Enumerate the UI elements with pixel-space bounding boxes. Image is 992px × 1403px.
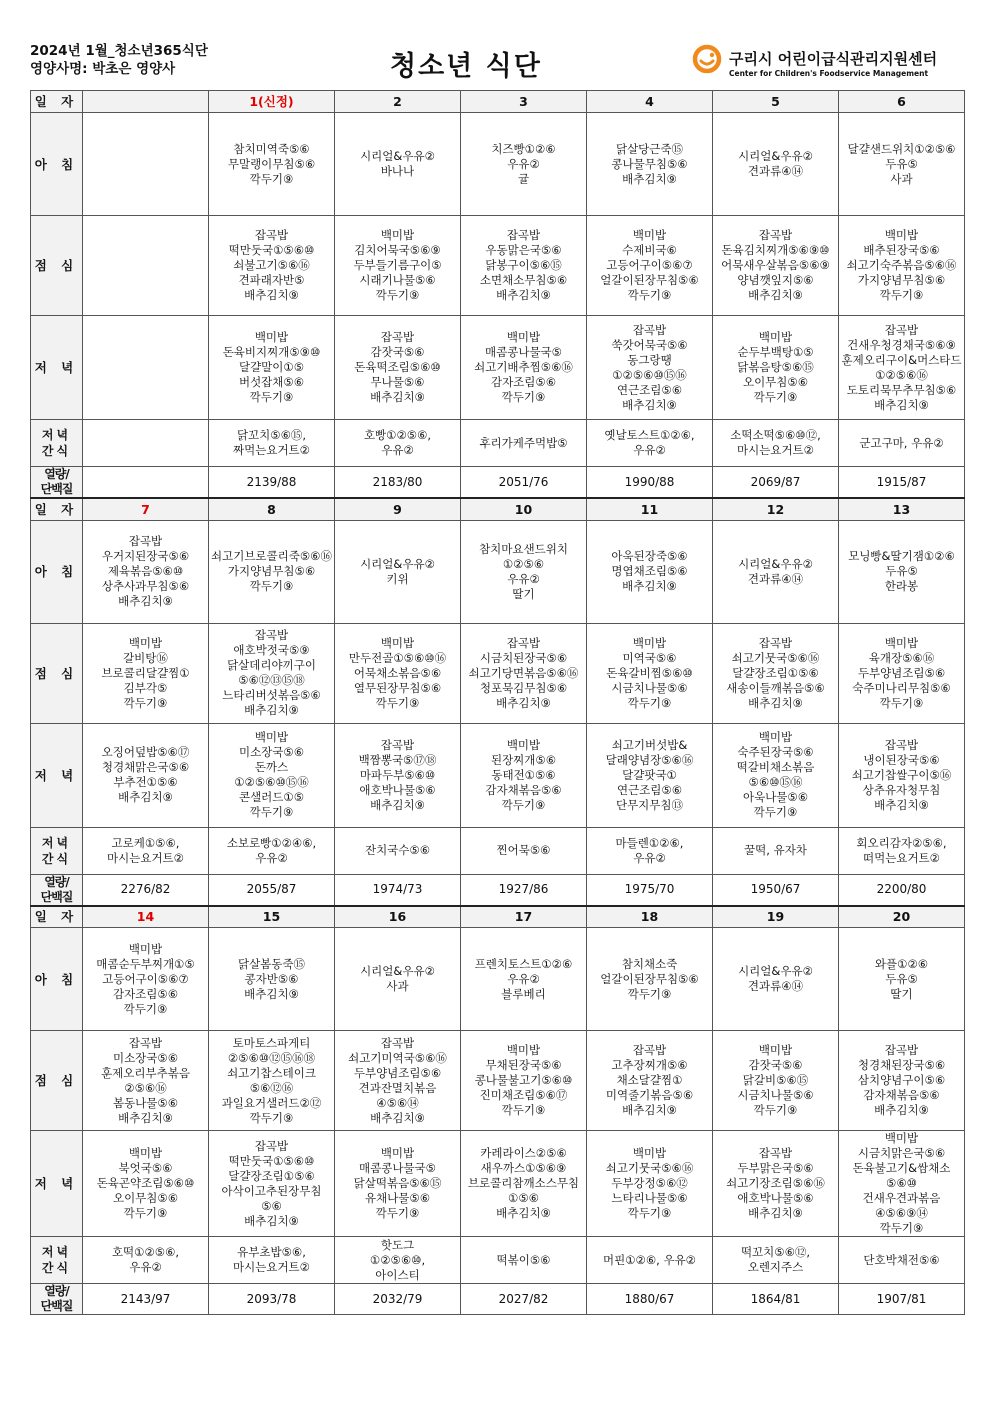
lunch-row bbox=[31, 1031, 965, 1131]
kcal-label: 열량/단백질 bbox=[31, 874, 83, 906]
snack-cell: 고로케①⑤⑥, 마시는요거트② bbox=[83, 827, 209, 874]
breakfast-cell: 모닝빵&딸기잼①②⑥ 두유⑤ 한라봉 bbox=[839, 520, 965, 623]
date-row bbox=[31, 91, 965, 113]
snack-cell: 군고구마, 우유② bbox=[839, 420, 965, 467]
dinner-label: 저 녁 bbox=[31, 723, 83, 827]
breakfast-cell: 닭살봄동죽⑮ 콩자반⑤⑥ 배추김치⑨ bbox=[209, 928, 335, 1031]
dinner-row bbox=[31, 723, 965, 827]
dinner-cell: 카레라이스②⑤⑥ 새우까스①⑤⑥⑨ 브로콜리참깨소스무침 ①⑤⑥ 배추김치⑨ bbox=[461, 1131, 587, 1237]
kcal-cell: 2032/79 bbox=[335, 1284, 461, 1315]
breakfast-cell: 잡곡밥 우거지된장국⑤⑥ 제육볶음⑤⑥⑩ 상추사과무침⑤⑥ 배추김치⑨ bbox=[83, 520, 209, 623]
snack-cell: 회오리감자②⑤⑥, 떠먹는요거트② bbox=[839, 827, 965, 874]
dinner-cell: 백미밥 순두부백탕①⑤ 닭볶음탕⑤⑥⑮ 오이무침⑤⑥ 깍두기⑨ bbox=[713, 316, 839, 420]
date-cell: 16 bbox=[335, 906, 461, 928]
kcal-cell: 2055/87 bbox=[209, 874, 335, 906]
breakfast-cell: 참치마요샌드위치 ①②⑤⑥ 우유② 딸기 bbox=[461, 520, 587, 623]
date-cell: 15 bbox=[209, 906, 335, 928]
breakfast-cell: 참치미역죽⑤⑥ 무말랭이무침⑤⑥ 깍두기⑨ bbox=[209, 113, 335, 216]
breakfast-cell: 시리얼&우유② 키위 bbox=[335, 520, 461, 623]
kcal-row bbox=[31, 467, 965, 499]
dinner-label: 저 녁 bbox=[31, 1131, 83, 1237]
breakfast-cell: 시리얼&우유② 견과류④⑭ bbox=[713, 113, 839, 216]
kcal-cell: 1907/81 bbox=[839, 1284, 965, 1315]
breakfast-cell: 시리얼&우유② 견과류④⑭ bbox=[713, 520, 839, 623]
date-row bbox=[31, 906, 965, 928]
breakfast-cell: 프렌치토스트①②⑥ 우유② 블루베리 bbox=[461, 928, 587, 1031]
lunch-cell: 백미밥 갈비탕⑯ 브로콜리달걀찜① 김부각⑤ 깍두기⑨ bbox=[83, 623, 209, 723]
lunch-cell: 토마토스파게티 ②⑤⑥⑩⑫⑮⑯⑱ 쇠고기찹스테이크 ⑤⑥⑫⑯ 과일요거샐러드②⑫ 깍두기⑨ bbox=[209, 1031, 335, 1131]
date-label: 일 자 bbox=[31, 498, 83, 520]
lunch-cell: 백미밥 무채된장국⑤⑥ 콩나물불고기⑤⑥⑩ 진미채조림⑤⑥⑰ 깍두기⑨ bbox=[461, 1031, 587, 1131]
snack-cell: 호떡①②⑤⑥, 우유② bbox=[83, 1237, 209, 1284]
lunch-cell: 백미밥 육개장⑤⑥⑯ 두부양념조림⑤⑥ 숙주미나리무침⑤⑥ 깍두기⑨ bbox=[839, 623, 965, 723]
org-logo bbox=[692, 44, 965, 84]
breakfast-cell: 아욱된장죽⑤⑥ 명엽채조림⑤⑥ 배추김치⑨ bbox=[587, 520, 713, 623]
lunch-cell: 잡곡밥 쇠고기뭇국⑤⑥⑯ 달걀장조림①⑤⑥ 새송이들깨볶음⑤⑥ 배추김치⑨ bbox=[713, 623, 839, 723]
lunch-label: 점 심 bbox=[31, 216, 83, 316]
lunch-cell: 백미밥 김치어묵국⑤⑥⑨ 두부들기름구이⑤ 시래기나물⑤⑥ 깍두기⑨ bbox=[335, 216, 461, 316]
kcal-cell: 2143/97 bbox=[83, 1284, 209, 1315]
date-cell: 13 bbox=[839, 498, 965, 520]
dinner-cell: 백미밥 미소장국⑤⑥ 돈까스 ①②⑤⑥⑩⑮⑯ 콘샐러드①⑤ 깍두기⑨ bbox=[209, 723, 335, 827]
date-cell: 14 bbox=[83, 906, 209, 928]
date-cell: 4 bbox=[587, 91, 713, 113]
kcal-cell: 1974/73 bbox=[335, 874, 461, 906]
dinner-cell: 잡곡밥 백짬뽕국⑤⑰⑱ 마파두부⑤⑥⑩ 애호박나물⑤⑥ 배추김치⑨ bbox=[335, 723, 461, 827]
snack-cell: 떡꼬치⑤⑥⑫, 오렌지주스 bbox=[713, 1237, 839, 1284]
snack-cell: 닭꼬치⑤⑥⑮, 짜먹는요거트② bbox=[209, 420, 335, 467]
lunch-cell: 백미밥 만두전골①⑤⑥⑩⑯ 어묵채소볶음⑤⑥ 열무된장무침⑤⑥ 깍두기⑨ bbox=[335, 623, 461, 723]
snack-cell: 옛날토스트①②⑥, 우유② bbox=[587, 420, 713, 467]
lunch-row bbox=[31, 216, 965, 316]
kcal-cell: 1927/86 bbox=[461, 874, 587, 906]
dinner-cell: 백미밥 매콤콩나물국⑤ 닭살떡볶음⑤⑥⑮ 유채나물⑤⑥ 깍두기⑨ bbox=[335, 1131, 461, 1237]
dinner-cell: 백미밥 시금치맑은국⑤⑥ 돈육불고기&쌈채소 ⑤⑥⑩ 건새우견과볶음 ④⑤⑥⑨⑭ 깍두기⑨ bbox=[839, 1131, 965, 1237]
snack-cell: 잔치국수⑤⑥ bbox=[335, 827, 461, 874]
snack-row bbox=[31, 420, 965, 467]
kcal-row bbox=[31, 874, 965, 906]
date-cell: 6 bbox=[839, 91, 965, 113]
breakfast-row bbox=[31, 520, 965, 623]
snack-row bbox=[31, 1237, 965, 1284]
kcal-cell: 1915/87 bbox=[839, 467, 965, 499]
lunch-cell: 잡곡밥 돈육김치찌개⑤⑥⑨⑩ 어묵새우살볶음⑤⑥⑨ 양념깻잎지⑤⑥ 배추김치⑨ bbox=[713, 216, 839, 316]
meal-plan-table bbox=[30, 90, 965, 1315]
dinner-cell: 오징어덮밥⑤⑥⑰ 청경채맑은국⑤⑥ 부추전①⑤⑥ 배추김치⑨ bbox=[83, 723, 209, 827]
dinner-cell: 잡곡밥 쑥갓어묵국⑤⑥ 동그랑땡 ①②⑤⑥⑩⑮⑯ 연근조림⑤⑥ 배추김치⑨ bbox=[587, 316, 713, 420]
header-dietitian: 영양사명: 박초은 영양사 bbox=[30, 61, 176, 77]
dinner-row bbox=[31, 1131, 965, 1237]
date-cell: 9 bbox=[335, 498, 461, 520]
lunch-cell: 백미밥 배추된장국⑤⑥ 쇠고기숙주볶음⑤⑥⑯ 가지양념무침⑤⑥ 깍두기⑨ bbox=[839, 216, 965, 316]
lunch-cell: 잡곡밥 고추장찌개⑤⑥ 채소달걀찜① 미역줄기볶음⑤⑥ 배추김치⑨ bbox=[587, 1031, 713, 1131]
breakfast-cell: 백미밥 매콤순두부찌개①⑤ 고등어구이⑤⑥⑦ 감자조림⑤⑥ 깍두기⑨ bbox=[83, 928, 209, 1031]
lunch-cell: 잡곡밥 쇠고기미역국⑤⑥⑯ 두부양념조림⑤⑥ 견과잔멸치볶음 ④⑤⑥⑭ 배추김치⑨ bbox=[335, 1031, 461, 1131]
dinner-cell: 잡곡밥 떡만둣국①⑤⑥⑩ 달걀장조림①⑤⑥ 아삭이고추된장무침 ⑤⑥ 배추김치⑨ bbox=[209, 1131, 335, 1237]
date-cell: 18 bbox=[587, 906, 713, 928]
date-row bbox=[31, 498, 965, 520]
smile-logo-icon bbox=[692, 44, 722, 74]
lunch-cell bbox=[83, 216, 209, 316]
meal-plan-body bbox=[31, 91, 965, 1315]
kcal-cell: 2069/87 bbox=[713, 467, 839, 499]
breakfast-cell: 쇠고기브로콜리죽⑤⑥⑯ 가지양념무침⑤⑥ 깍두기⑨ bbox=[209, 520, 335, 623]
kcal-cell: 2051/76 bbox=[461, 467, 587, 499]
kcal-label: 열량/단백질 bbox=[31, 467, 83, 499]
breakfast-cell: 시리얼&우유② 견과류④⑭ bbox=[713, 928, 839, 1031]
snack-cell: 소떡소떡⑤⑥⑩⑫, 마시는요거트② bbox=[713, 420, 839, 467]
kcal-cell: 2200/80 bbox=[839, 874, 965, 906]
kcal-cell: 1880/67 bbox=[587, 1284, 713, 1315]
dinner-cell: 백미밥 된장찌개⑤⑥ 동태전①⑤⑥ 감자채볶음⑤⑥ 깍두기⑨ bbox=[461, 723, 587, 827]
org-name-en: Center for Children's Foodservice Management bbox=[729, 69, 929, 78]
date-cell: 11 bbox=[587, 498, 713, 520]
dinner-row bbox=[31, 316, 965, 420]
kcal-label: 열량/단백질 bbox=[31, 1284, 83, 1315]
date-cell: 1(신정) bbox=[209, 91, 335, 113]
date-cell: 20 bbox=[839, 906, 965, 928]
lunch-cell: 백미밥 미역국⑤⑥ 돈육갈비찜⑤⑥⑩ 시금치나물⑤⑥ 깍두기⑨ bbox=[587, 623, 713, 723]
kcal-row bbox=[31, 1284, 965, 1315]
breakfast-cell: 시리얼&우유② 바나나 bbox=[335, 113, 461, 216]
breakfast-cell: 닭살당근죽⑮ 콩나물무침⑤⑥ 배추김치⑨ bbox=[587, 113, 713, 216]
lunch-label: 점 심 bbox=[31, 1031, 83, 1131]
breakfast-row bbox=[31, 113, 965, 216]
breakfast-label: 아 침 bbox=[31, 520, 83, 623]
dinner-cell: 잡곡밥 냉이된장국⑤⑥ 쇠고기찹쌀구이⑤⑯ 상추유자청무침 배추김치⑨ bbox=[839, 723, 965, 827]
kcal-cell: 2139/88 bbox=[209, 467, 335, 499]
dinner-cell bbox=[83, 316, 209, 420]
dinner-cell: 백미밥 북엇국⑤⑥ 돈육곤약조림⑤⑥⑩ 오이무침⑤⑥ 깍두기⑨ bbox=[83, 1131, 209, 1237]
snack-cell: 머핀①②⑥, 우유② bbox=[587, 1237, 713, 1284]
date-cell: 19 bbox=[713, 906, 839, 928]
breakfast-cell: 치즈빵①②⑥ 우유② 귤 bbox=[461, 113, 587, 216]
kcal-cell: 1990/88 bbox=[587, 467, 713, 499]
date-label: 일 자 bbox=[31, 91, 83, 113]
lunch-cell: 잡곡밥 미소장국⑤⑥ 훈제오리부추볶음 ②⑤⑥⑯ 봄동나물⑤⑥ 배추김치⑨ bbox=[83, 1031, 209, 1131]
snack-cell bbox=[83, 420, 209, 467]
lunch-cell: 백미밥 수제비국⑥ 고등어구이⑤⑥⑦ 얼갈이된장무침⑤⑥ 깍두기⑨ bbox=[587, 216, 713, 316]
header-info bbox=[30, 42, 208, 78]
breakfast-cell: 와플①②⑥ 두유⑤ 딸기 bbox=[839, 928, 965, 1031]
date-cell: 12 bbox=[713, 498, 839, 520]
breakfast-label: 아 침 bbox=[31, 113, 83, 216]
snack-label: 저녁 간식 bbox=[31, 1237, 83, 1284]
kcal-cell: 2183/80 bbox=[335, 467, 461, 499]
date-cell: 5 bbox=[713, 91, 839, 113]
snack-cell: 찐어묵⑤⑥ bbox=[461, 827, 587, 874]
page-title: 청소년 식단 bbox=[390, 51, 542, 82]
lunch-label: 점 심 bbox=[31, 623, 83, 723]
breakfast-cell: 시리얼&우유② 사과 bbox=[335, 928, 461, 1031]
snack-cell: 단호박채전⑤⑥ bbox=[839, 1237, 965, 1284]
date-cell: 3 bbox=[461, 91, 587, 113]
date-cell: 10 bbox=[461, 498, 587, 520]
snack-cell: 유부초밥⑤⑥, 마시는요거트② bbox=[209, 1237, 335, 1284]
org-name: 구리시 어린이급식관리지원센터 bbox=[729, 50, 938, 68]
dinner-label: 저 녁 bbox=[31, 316, 83, 420]
snack-cell: 꿀떡, 유자차 bbox=[713, 827, 839, 874]
lunch-cell: 백미밥 감잣국⑤⑥ 닭갈비⑤⑥⑮ 시금치나물⑤⑥ 깍두기⑨ bbox=[713, 1031, 839, 1131]
kcal-cell bbox=[83, 467, 209, 499]
header-period: 2024년 1월_청소년365식단 bbox=[30, 43, 208, 59]
dinner-cell: 백미밥 돈육비지찌개⑤⑨⑩ 달걀말이①⑤ 버섯잡채⑤⑥ 깍두기⑨ bbox=[209, 316, 335, 420]
breakfast-cell bbox=[83, 113, 209, 216]
date-cell: 17 bbox=[461, 906, 587, 928]
kcal-cell: 1864/81 bbox=[713, 1284, 839, 1315]
dinner-cell: 잡곡밥 감잣국⑤⑥ 돈육떡조림⑤⑥⑩ 무나물⑤⑥ 배추김치⑨ bbox=[335, 316, 461, 420]
snack-cell: 핫도그 ①②⑤⑥⑩, 아이스티 bbox=[335, 1237, 461, 1284]
dinner-cell: 잡곡밥 건새우청경채국⑤⑥⑨ 훈제오리구이&머스타드 ①②⑤⑥⑯ 도토리묵무추무침⑤⑥ 배추김치⑨ bbox=[839, 316, 965, 420]
lunch-cell: 잡곡밥 애호박젓국⑤⑨ 닭살데리야끼구이 ⑤⑥⑫⑬⑮⑱ 느타리버섯볶음⑤⑥ 배추김치⑨ bbox=[209, 623, 335, 723]
kcal-cell: 1975/70 bbox=[587, 874, 713, 906]
date-label: 일 자 bbox=[31, 906, 83, 928]
lunch-cell: 잡곡밥 시금치된장국⑤⑥ 쇠고기당면볶음⑤⑥⑯ 청포묵김무침⑤⑥ 배추김치⑨ bbox=[461, 623, 587, 723]
kcal-cell: 2027/82 bbox=[461, 1284, 587, 1315]
lunch-cell: 잡곡밥 우동맑은국⑤⑥ 닭봉구이⑤⑥⑮ 소면채소무침⑤⑥ 배추김치⑨ bbox=[461, 216, 587, 316]
dinner-cell: 쇠고기버섯밥& 달래양념장⑤⑥⑯ 달걀팟국① 연근조림⑤⑥ 단무지무침⑬ bbox=[587, 723, 713, 827]
kcal-cell: 1950/67 bbox=[713, 874, 839, 906]
snack-cell: 떡볶이⑤⑥ bbox=[461, 1237, 587, 1284]
dinner-cell: 잡곡밥 두부맑은국⑤⑥ 쇠고기장조림⑤⑥⑯ 애호박나물⑤⑥ 배추김치⑨ bbox=[713, 1131, 839, 1237]
lunch-cell: 잡곡밥 청경채된장국⑤⑥ 삼치양념구이⑤⑥ 감자채볶음⑤⑥ 배추김치⑨ bbox=[839, 1031, 965, 1131]
breakfast-cell: 참치채소죽 얼갈이된장무침⑤⑥ 깍두기⑨ bbox=[587, 928, 713, 1031]
date-cell: 8 bbox=[209, 498, 335, 520]
snack-label: 저녁 간식 bbox=[31, 420, 83, 467]
dinner-cell: 백미밥 쇠고기뭇국⑤⑥⑯ 두부강정⑤⑥⑫ 느타리나물⑤⑥ 깍두기⑨ bbox=[587, 1131, 713, 1237]
snack-row bbox=[31, 827, 965, 874]
kcal-cell: 2093/78 bbox=[209, 1284, 335, 1315]
breakfast-label: 아 침 bbox=[31, 928, 83, 1031]
date-cell bbox=[83, 91, 209, 113]
dinner-cell: 백미밥 숙주된장국⑤⑥ 떡갈비채소볶음 ⑤⑥⑩⑮⑯ 아욱나물⑤⑥ 깍두기⑨ bbox=[713, 723, 839, 827]
snack-cell: 마들렌①②⑥, 우유② bbox=[587, 827, 713, 874]
kcal-cell: 2276/82 bbox=[83, 874, 209, 906]
snack-cell: 호빵①②⑤⑥, 우유② bbox=[335, 420, 461, 467]
breakfast-cell: 달걀샌드위치①②⑤⑥ 두유⑤ 사과 bbox=[839, 113, 965, 216]
page-header bbox=[30, 40, 965, 90]
lunch-row bbox=[31, 623, 965, 723]
dinner-cell: 백미밥 매콤콩나물국⑤ 쇠고기배추찜⑤⑥⑯ 감자조림⑤⑥ 깍두기⑨ bbox=[461, 316, 587, 420]
snack-label: 저녁 간식 bbox=[31, 827, 83, 874]
date-cell: 2 bbox=[335, 91, 461, 113]
lunch-cell: 잡곡밥 떡만둣국①⑤⑥⑩ 쇠불고기⑤⑥⑯ 견파래자반⑤ 배추김치⑨ bbox=[209, 216, 335, 316]
snack-cell: 소보로빵①②④⑥, 우유② bbox=[209, 827, 335, 874]
date-cell: 7 bbox=[83, 498, 209, 520]
snack-cell: 후리가케주먹밥⑤ bbox=[461, 420, 587, 467]
breakfast-row bbox=[31, 928, 965, 1031]
